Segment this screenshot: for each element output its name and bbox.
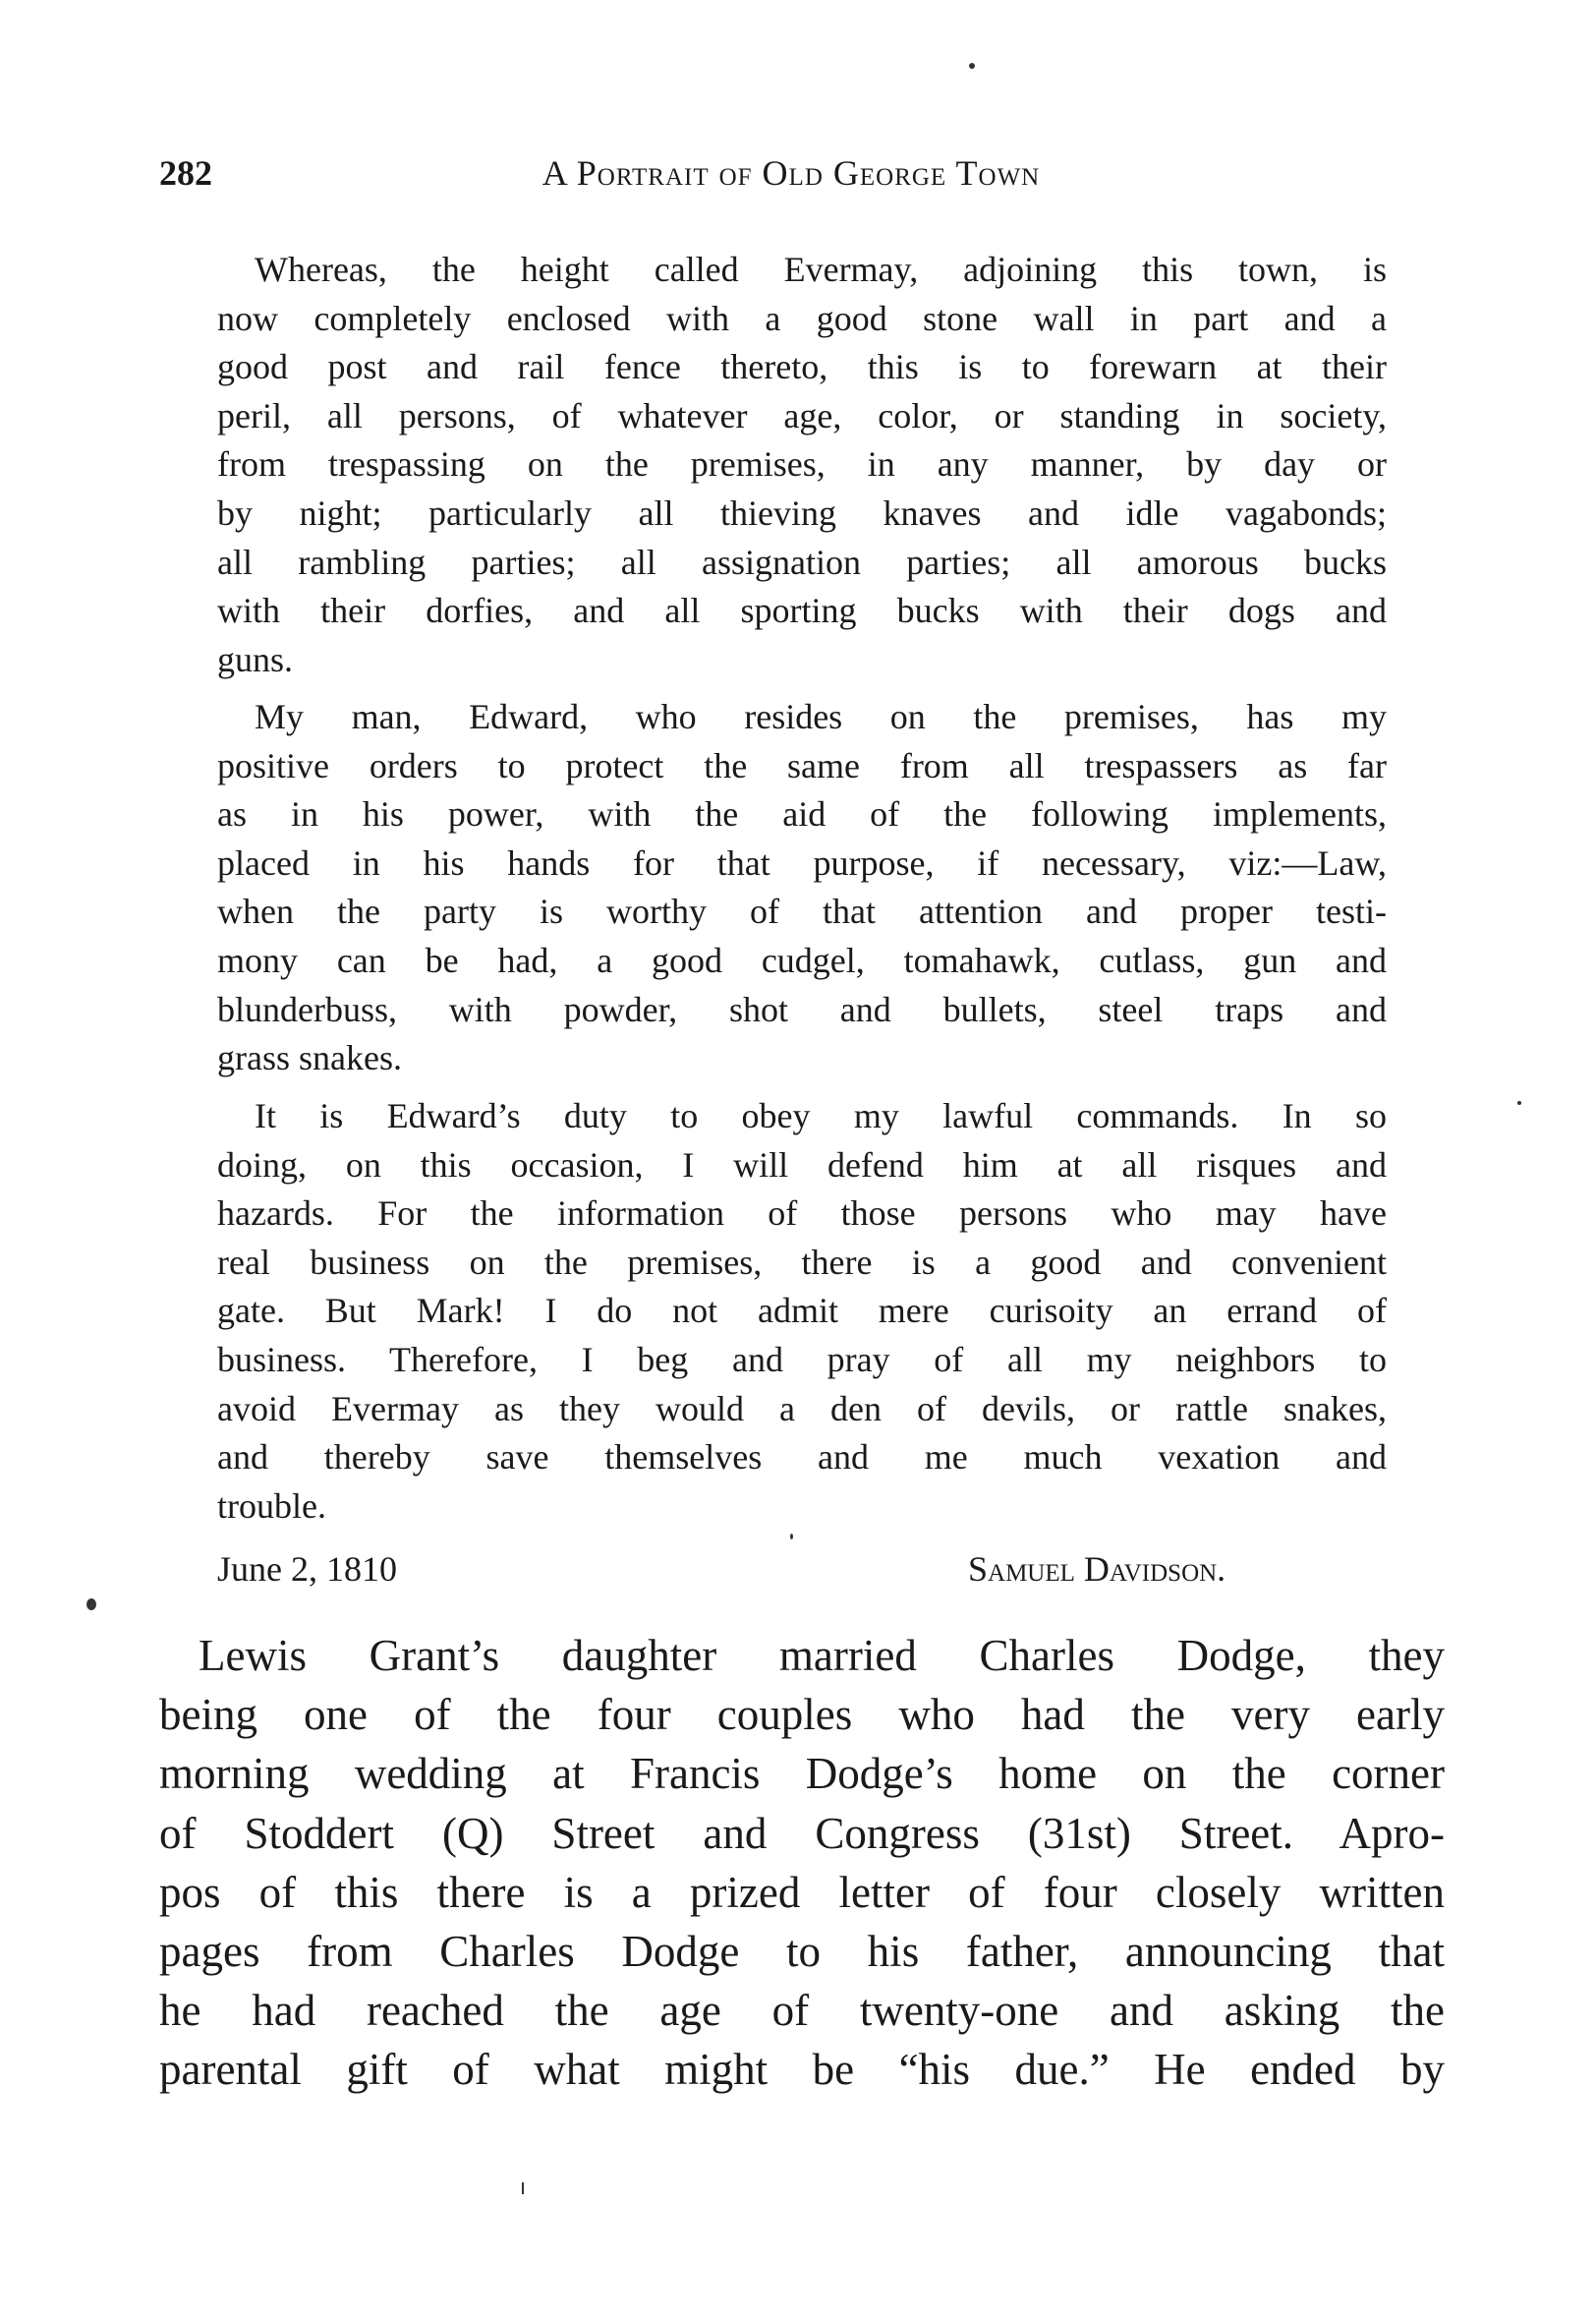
notice-line: avoid Evermay as they would a den of devils, or rattle snakes, <box>217 1388 1387 1428</box>
notice-line: and thereby save themselves and me much vexation and <box>217 1437 1387 1478</box>
notice-line: mony can be had, a good cudgel, tomahawk, cutlass, gun and <box>217 941 1387 980</box>
body-line: morning wedding at Francis Dodge’s home on the corner <box>159 1749 1445 1799</box>
notice-line: peril, all persons, of whatever age, color, or standing in society, <box>217 395 1387 435</box>
body-line: being one of the four couples who had the very early <box>159 1690 1445 1740</box>
notice-line: when the party is worthy of that attention and proper testi- <box>217 892 1387 932</box>
notice-line: My man, Edward, who resides on the premises, has my <box>255 697 1387 736</box>
scan-speck <box>790 1534 793 1539</box>
notice-line: good post and rail fence thereto, this is to forewarn at their <box>217 347 1387 387</box>
scan-speck <box>522 2182 524 2194</box>
notice-line: gate. But Mark! I do not admit mere curisoity an errand of <box>217 1291 1387 1331</box>
notice-line: trouble. <box>217 1485 326 1526</box>
body-line: pos of this there is a prized letter of four closely written <box>159 1867 1445 1917</box>
body-line: pages from Charles Dodge to his father, announcing that <box>159 1927 1445 1976</box>
notice-line: positive orders to protect the same from all trespassers as far <box>217 745 1387 785</box>
notice-line: guns. <box>217 639 294 679</box>
notice-line: hazards. For the information of those persons who may have <box>217 1193 1387 1234</box>
notice-line: by night; particularly all thieving knaves and idle vagabonds; <box>217 493 1387 533</box>
notice-line: now completely enclosed with a good stone wall in part and a <box>217 298 1387 338</box>
notice-line: with their dorfies, and all sporting bucks with their dogs and <box>217 591 1387 631</box>
body-line: of Stoddert (Q) Street and Congress (31st) Street. Apro- <box>159 1808 1445 1858</box>
notice-line: all rambling parties; all assignation parties; all amorous bucks <box>217 542 1387 582</box>
scan-speck <box>86 1598 96 1610</box>
notice-line: business. Therefore, I beg and pray of all my neighbors to <box>217 1340 1387 1379</box>
notice-line: placed in his hands for that purpose, if necessary, viz:—Law, <box>217 842 1387 883</box>
page-number: 282 <box>159 153 212 193</box>
notice-line: grass snakes. <box>217 1038 402 1078</box>
notice-line: as in his power, with the aid of the following implements, <box>217 794 1387 835</box>
body-line: parental gift of what might be “his due.” He ended by <box>159 2045 1445 2095</box>
scan-speck <box>1517 1101 1521 1105</box>
notice-line: It is Edward’s duty to obey my lawful commands. In so <box>255 1096 1387 1135</box>
scan-speck <box>969 63 975 69</box>
notice-line: Whereas, the height called Evermay, adjoining this town, is <box>255 250 1387 289</box>
notice-line: doing, on this occasion, I will defend him at all risques and <box>217 1144 1387 1185</box>
notice-line: real business on the premises, there is a good and convenient <box>217 1242 1387 1282</box>
notice-date: June 2, 1810 <box>217 1549 397 1589</box>
body-line: he had reached the age of twenty-one and asking the <box>159 1986 1445 2036</box>
notice-signature: Samuel Davidson. <box>968 1549 1226 1589</box>
body-line: Lewis Grant’s daughter married Charles Dodge, they <box>199 1631 1445 1680</box>
running-title: A Portrait of Old George Town <box>542 153 1041 193</box>
notice-line: from trespassing on the premises, in any manner, by day or <box>217 444 1387 485</box>
notice-line: blunderbuss, with powder, shot and bullets, steel traps and <box>217 989 1387 1029</box>
